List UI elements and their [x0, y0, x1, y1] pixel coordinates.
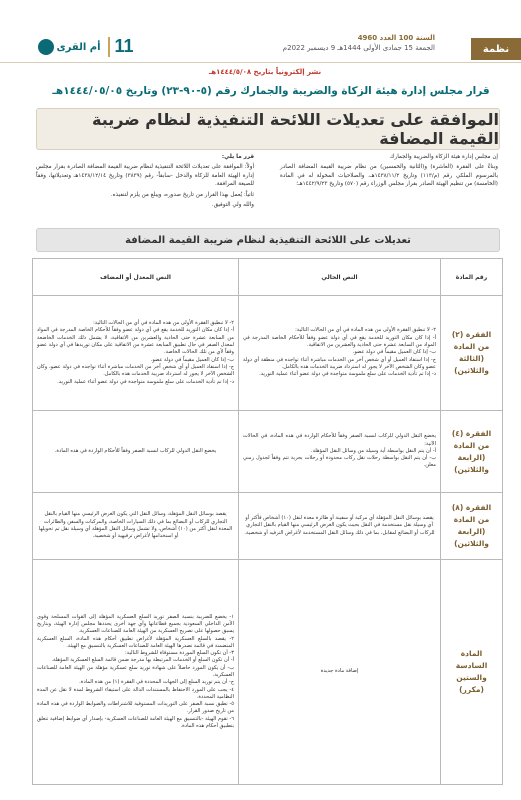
intro-paragraph: ثانياً: يُعمل بهذا القرار من تاريخ صدوره، ويبلغ من يلزم لتنفيذه.: [110, 191, 254, 198]
article-cell: الفقرة (٢) من المادة (الثالثة والثلاثين): [441, 296, 503, 411]
current-text-cell: [239, 560, 441, 785]
issue-date: الجمعة 15 جمادى الأولى 1444هـ 9 ديسمبر 2022م: [282, 44, 435, 52]
cell-line: يخضع النقل الدولي للركاب لنسبة الصفر وفقاً للأحكام الواردة في هذه المادة.: [54, 447, 217, 454]
cell-line: إضافة مادة جديدة: [320, 668, 359, 675]
cell-line: ب- إذا كان العميل مقيماً في دولة عضو.: [150, 356, 234, 363]
issue-info: [175, 33, 435, 53]
e-publish-date: نشر إلكترونياً بتاريخ ١٤٤٤/٥/٠٨هـ: [208, 68, 322, 76]
cell-line: ٥- تطبق نسبة الصفر على التوريدات المستوفية للاشتراطات والضوابط الواردة في هذه المادة من تاريخ صدور القرار.: [37, 701, 234, 715]
amended-text-cell: [33, 296, 239, 411]
cell-line: ب- إذا كان العميل مقيماً في دولة عضو.: [352, 349, 436, 356]
table-title: تعديلات على اللائحة التنفيذية لنظام ضريبة القيمة المضافة: [36, 228, 500, 252]
cell-line: د- إذا تم تأدية الخدمات على سلع ملموسة متواجدة في دولة عضو أثناء عملية التوريد.: [259, 371, 436, 378]
cell-line: أ- إذا كان مكان التوريد للخدمة يقع في أي دولة عضو وفقاً للأحكام الخاصة المدرجة في المواد من السابعة عشرة حتى الحادية والعشرين من الاتفاقية.: [243, 334, 436, 349]
intro-paragraph: إن مجلس إدارة هيئة الزكاة والضريبة والجمارك: [389, 154, 498, 160]
intro-paragraph: أولاً: الموافقة على تعديلات اللائحة التنفيذية لنظام ضريبة القيمة المضافة الصادرة بقرار مجلس إدارة الهيئة العامة للزكاة والدخل -سابقاً- رقم (٣٨٣٩) وتاريخ ١٤٣٨/١٢/١٤هـ وتعديلاتها، وفقاً للصيغة المرافقة.: [36, 164, 254, 188]
intro-paragraph: والله ولي التوفيق.: [211, 202, 254, 209]
amended-text-cell: [33, 493, 239, 560]
article-cell: المادة السادسة والستين (مكرر): [441, 560, 503, 785]
cell-line: ج- أن يتم توريد السلع إلى الجهات المحددة في الفقرة (١) من هذه المادة.: [79, 679, 234, 686]
cell-line: ٢- يقصد بالسلع العسكرية المؤهلة لأغراض تطبيق أحكام هذه المادة، السلع العسكرية المتضمنة في قائمة تصدرها الهيئة العامة للصناعات العسكرية بالتنسيق مع الهيئة.: [37, 635, 234, 649]
page-number: 11: [114, 36, 134, 56]
header-article: رقم المادة: [441, 259, 503, 296]
intro-paragraph: قرر ما يلي:: [221, 154, 254, 160]
intro-right-column: [280, 153, 498, 191]
header-amended: النص المعدل أو المضاف: [33, 259, 239, 296]
cell-line: ج- إذا استفاد العميل أو أي شخص آخر من الخدمات مباشرة أثناء تواجده في منطقة أي دولة عضو وكان الشخص الآخر لا يجوز له استرداد ضريبة الخدمات هذه بالكامل.: [243, 356, 436, 370]
section-tab: نظمة: [471, 38, 521, 60]
page-header: [0, 0, 521, 63]
intro-paragraph: وبناءً على الفقرة (العاشرة) و(الثانية والخمسين) من نظام ضريبة القيمة المضافة الصادر بالمرسوم الملكي رقم (م/١١٣) وتاريخ ١٤٣٨/١١/٢هـ، والصلاحيات المخولة له في المادة (الخامسة) من تنظيم الهيئة الصادر بقرار مجلس الوزراء رقم (٥٧٠) وتاريخ ١٤٤٢/٩/٢٣هـ؛: [280, 164, 499, 188]
cell-line: يقصد بوسائل النقل المؤهلة، وسائل النقل التي يكون الغرض الرئيسي منها القيام بالنقل التجاري للركاب أو البضائع بما في ذلك السيارات الخاصة، والمركبات والسفن والطائرات المعدة لنقل أكثر من (١٠) أشخاص، ولا تشمل وسائل النقل المؤهلة أي وسيلة نقل تم تحويلها أو استخدامها لأغراض ترفيهية أو شخصية.: [38, 511, 233, 540]
cell-line: يقصد بوسائل النقل المؤهلة أي مركبة أو سفينة أو طائرة معدة لنقل (١٠) أشخاص فأكثر أو أي وسيلة نقل مستخدمة في النقل بحيث يكون الغرض الرئيسي منها القيام بالنقل التجاري للركاب أو البضائع لمقابل، بما في ذلك وسائل النقل المستخدمة لأغراض الترفيه أو شخصية.: [244, 515, 435, 536]
table-row: [33, 560, 503, 785]
decision-title: قرار مجلس إدارة هيئة الزكاة والضريبة والجمارك رقم (٥-٩٠-٢٣) وتاريخ ١٤٤٤/٠٥/٠٥هـ: [52, 85, 490, 97]
logo-text: أم القرى: [56, 41, 101, 53]
intro-text: [36, 153, 498, 221]
cell-line: أ- إذا كان مكان التوريد للخدمة يقع في أي دولة عضو وفقاً للأحكام الخاصة المدرجة في المواد من السابعة عشرة حتى الحادية والعشرين من الاتفاقية، لا يشمل ذلك الخدمات الخاضعة لمعدل الصفر في حال تطبيق السابعة عشرة من الاتفاقية على مكان توريدها في أي دولة عضو وفقاً لأي من تلك الحالات الخاصة.: [37, 327, 234, 356]
cell-line: ٦- تقوم الهيئة -بالتنسيق مع الهيئة العامة للصناعات العسكرية- بإصدار أي ضوابط إضافية تتعلق بتطبيق أحكام هذه المادة.: [37, 715, 234, 730]
article-cell: الفقرة (٨) من المادة (الرابعة والثلاثين): [441, 493, 503, 560]
current-text-cell: [239, 411, 441, 493]
cell-line: ب- أن يكون المورد حاصلاً على شهادة توريد سلع عسكرية مؤهلة من الهيئة العامة للصناعات العسكرية.: [37, 664, 234, 678]
table-row: [33, 296, 503, 411]
main-title: الموافقة على تعديلات اللائحة التنفيذية لنظام ضريبة القيمة المضافة: [92, 110, 499, 148]
cell-line: يخضع النقل الدولي للركاب لنسبة الصفر وفقاً للأحكام الواردة في هذه المادة، في الحالات الآتية:: [243, 433, 436, 447]
table-row: [33, 411, 503, 493]
cell-line: ٤- يجب على المورد الاحتفاظ بالمستندات الدالة على استيفاء الشروط لمدة لا تقل عن المدة النظامية المحددة.: [37, 686, 234, 700]
article-cell: الفقرة (٤) من المادة (الرابعة والثلاثين): [441, 411, 503, 493]
cell-line: ٢- لا تنطبق الفقرة الأولى من هذه المادة في أي من الحالات التالية:: [295, 327, 436, 334]
amendments-table: [32, 258, 503, 785]
main-title-box: [36, 108, 500, 150]
issue-year: السنة 100 العدد 4960: [357, 34, 435, 42]
cell-line: ٣- أن تكون السلع الموردة مستوفاة للشروط التالية:: [125, 650, 234, 657]
current-text-cell: [239, 493, 441, 560]
amended-text-cell: [33, 411, 239, 493]
emblem-icon: [38, 39, 54, 55]
cell-line: أ- أن تكون السلع أو الخدمات المرتبطة بها مدرجة ضمن قائمة السلع العسكرية المؤهلة.: [51, 657, 234, 664]
cell-line: ج- إذا استفاد العميل أو أي شخص آخر من الخدمات مباشرة أثناء تواجده في دولة عضو، وكان الشخص الآخر لا يجوز له استرداد ضريبة الخدمات هذه بالكامل.: [37, 363, 234, 378]
cell-line: أ- أن يتم النقل بواسطة أية وسيلة من وسائل النقل المؤهلة.: [310, 447, 436, 454]
header-current: النص الحالي: [239, 259, 441, 296]
newspaper-logo: [30, 37, 110, 57]
cell-line: د- إذا تم تأدية الخدمات على سلع ملموسة متواجدة في دولة عضو أثناء عملية التوريد.: [57, 378, 234, 385]
cell-line: ب- أن يتم النقل بواسطة رحلات نقل ركاب محدودة أو رحلات بحرية تتم وفقاً لجدول زمني معلن.: [243, 455, 436, 469]
current-text-cell: [239, 296, 441, 411]
table-row: [33, 493, 503, 560]
cell-line: ٢- لا تنطبق الفقرة الأولى من هذه المادة في أي من الحالات التالية:: [93, 320, 234, 327]
intro-left-column: [36, 153, 254, 211]
amended-text-cell: [33, 560, 239, 785]
cell-line: ١- يخضع للضريبة بنسبة الصفر توريد السلع العسكرية المؤهلة إلى القوات المسلحة وقوى الأمن الداخلي السعودية بجميع قطاعاتها وأي جهة أخرى يحددها مجلس إدارة الهيئة، وبتاريخ يسبق حصولها على تصريح العسكرية من الهيئة العامة للصناعات العسكرية.: [37, 613, 234, 635]
